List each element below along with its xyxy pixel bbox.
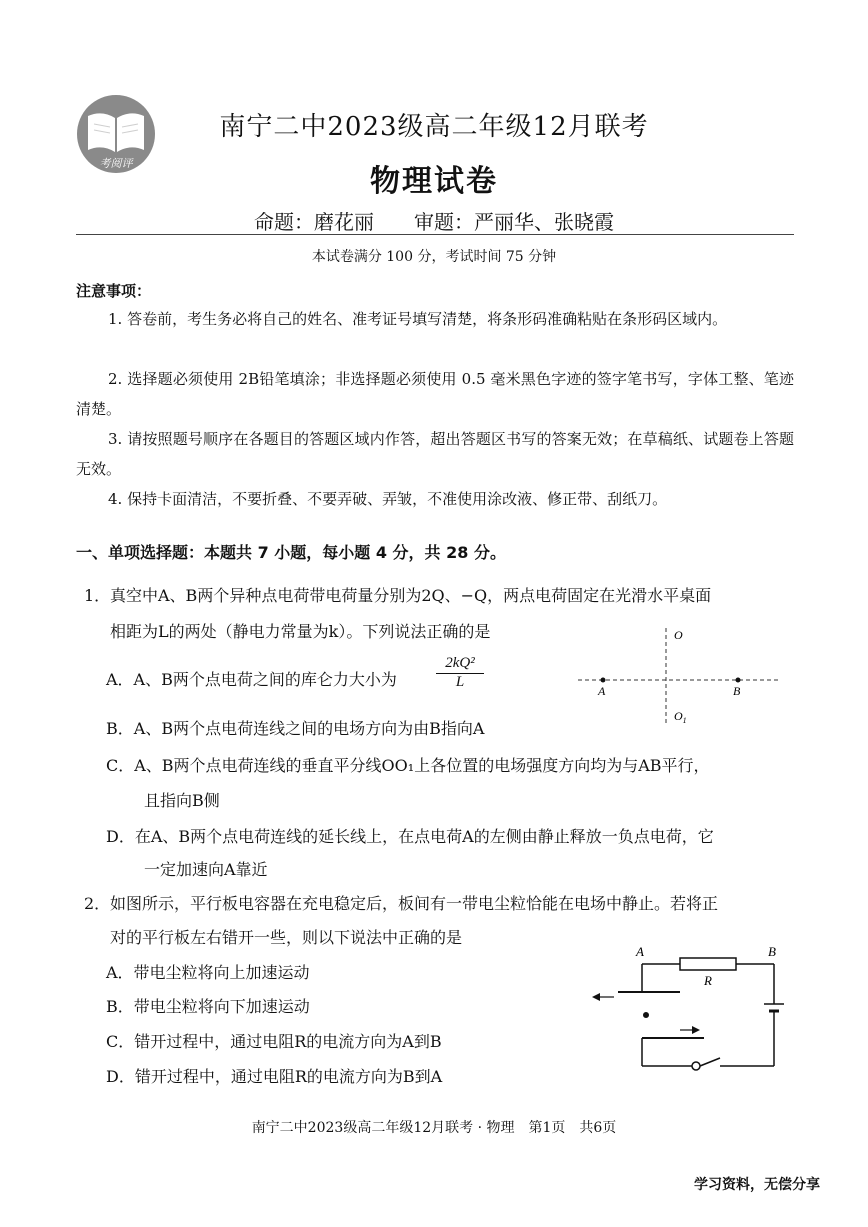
q1-charges-figure	[570, 622, 790, 732]
notice-item: 1. 答卷前，考生务必将自己的姓名、准考证号填写清楚，将条形码准确粘贴在条形码区域内。	[108, 310, 728, 328]
svg-text:O1	[674, 709, 687, 725]
notice-heading: 注意事项：	[76, 282, 152, 300]
subject-title: 物理试卷	[370, 164, 498, 199]
page-footer: 南宁二中2023级高二年级12月联考 · 物理 第1页 共6页	[251, 1120, 617, 1136]
q1-option-d-line1: D．在A、B两个点电荷连线的延长线上，在点电荷A的左侧由静止释放一负点电荷，它	[106, 827, 714, 846]
q2-number: 2．	[84, 894, 111, 913]
watermark-text: 学习资料，无偿分享	[694, 1177, 820, 1193]
q2-option-d: D．错开过程中，通过电阻R的电流方向为B到A	[106, 1067, 443, 1086]
section-heading: 一、单项选择题：本题共 7 小题，每小题 4 分，共 28 分。	[76, 543, 506, 562]
q2-stem-line1: 如图所示，平行板电容器在充电稳定后，板间有一带电尘粒恰能在电场中静止。若将正	[110, 894, 719, 913]
authors-line: 命题：磨花丽 审题：严丽华、张晓霞	[254, 210, 614, 234]
q1-option-b: B．A、B两个点电荷连线之间的电场方向为由B指向A	[106, 719, 485, 738]
notice-item: 3. 请按照题号顺序在各题目的答题区域内作答，超出答题区书写的答案无效；在草稿纸、试题卷上答题无效。	[76, 430, 794, 478]
score-line: 本试卷满分 100 分，考试时间 75 分钟	[311, 249, 557, 265]
notice-item: 2. 选择题必须使用 2B铅笔填涂；非选择题必须使用 0.5 毫米黑色字迹的签字笔书写，字体工整、笔迹清楚。	[76, 370, 794, 418]
q2-option-c: C．错开过程中，通过电阻R的电流方向为A到B	[106, 1032, 442, 1051]
header-rule	[76, 234, 794, 235]
q2-stem-line2: 对的平行板左右错开一些，则以下说法中正确的是	[110, 928, 463, 947]
q1-option-c-line1: C．A、B两个点电荷连线的垂直平分线OO₁上各位置的电场强度方向均为与AB平行，	[106, 756, 710, 775]
notice-item: 4. 保持卡面清洁，不要折叠、不要弄破、弄皱，不准使用涂改液、修正带、刮纸刀。	[108, 490, 668, 508]
q1-stem-line2: 相距为L的两处（静电力常量为k）。下列说法正确的是	[110, 622, 491, 641]
q1-option-a	[106, 667, 397, 690]
q1-option-a-text: A．A、B两个点电荷之间的库仑力大小为	[106, 670, 397, 689]
logo-text: 考阅评	[99, 158, 133, 170]
q2-label-a: A	[636, 944, 644, 959]
q1-label-o: O	[674, 628, 683, 642]
q1-label-o1-sub: 1	[682, 716, 687, 725]
q2-capacitor-figure	[584, 944, 790, 1080]
q1-label-b: B	[733, 684, 741, 698]
q1-label-o1: O	[674, 709, 683, 723]
q1-stem-line1: 真空中A、B两个异种点电荷带电荷量分别为2Q、−Q，两点电荷固定在光滑水平桌面	[110, 586, 712, 605]
q2-option-a: A．带电尘粒将向上加速运动	[106, 963, 310, 982]
q2-label-b: B	[768, 944, 776, 959]
q2-label-r: R	[704, 973, 712, 988]
q1-number: 1．	[84, 586, 111, 605]
q1-formula-denominator: L	[436, 673, 484, 691]
q1-formula	[436, 655, 484, 691]
q2-option-b: B．带电尘粒将向下加速运动	[106, 997, 310, 1016]
q1-option-d-line2: 一定加速向A靠近	[144, 860, 268, 879]
q1-option-c-line2: 且指向B侧	[144, 791, 220, 810]
q1-label-a: A	[598, 684, 606, 698]
exam-title: 南宁二中2023级高二年级12月联考	[219, 112, 649, 142]
q1-formula-numerator: 2kQ²	[445, 655, 475, 671]
